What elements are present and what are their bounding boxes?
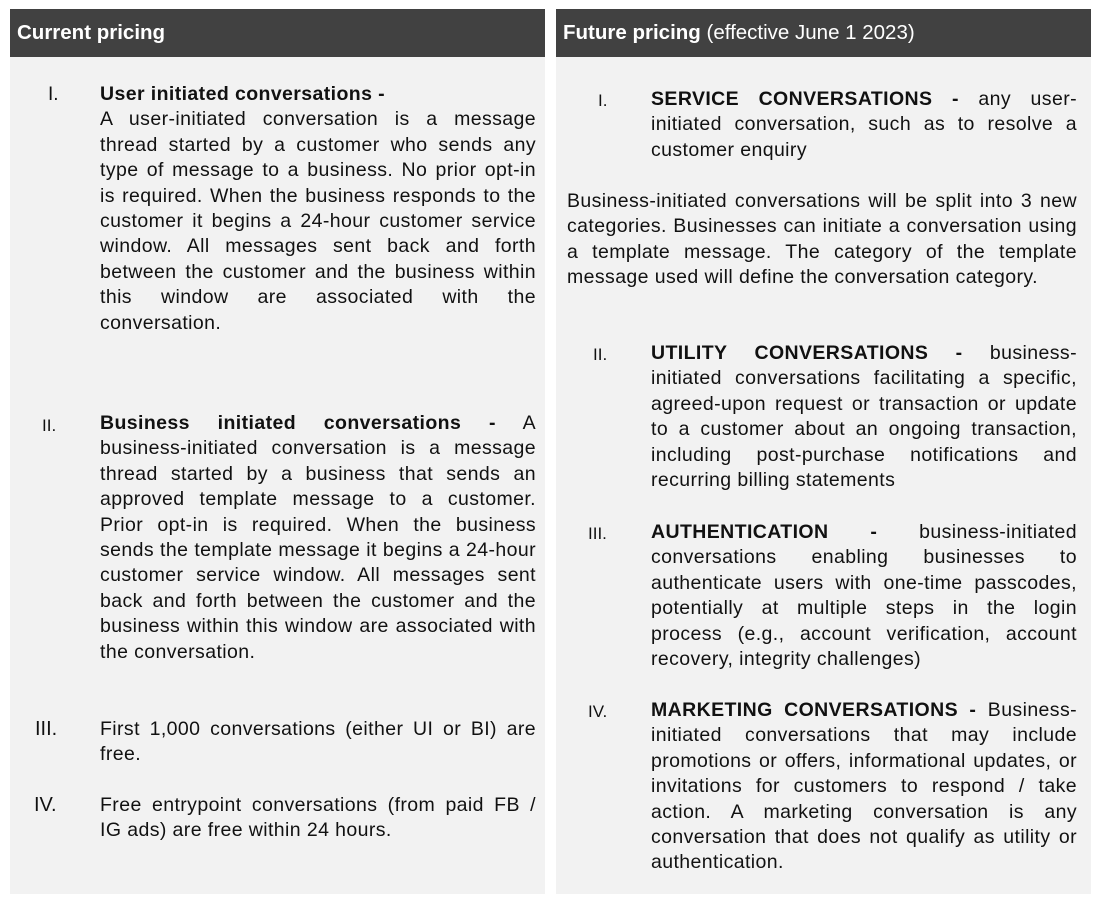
current-pricing-panel: [10, 9, 545, 894]
item-text: business-initiated conversations facilitating a specific, agreed-upon request or transaction or update to a customer about an ongoing transaction, including post-purchase notifications and recurring billing statements: [651, 342, 1077, 492]
item-numeral: IV.: [34, 794, 57, 816]
item-text: A business-initiated conversation is a message thread started by a business that sends an approved template message to a customer. Prior opt-in is required. When the business sends the template message it begins a 24-hour customer service window. All messages sent back and forth between the customer and the business within this window are associated with the conversation.: [100, 412, 536, 663]
item-numeral: III.: [588, 524, 607, 543]
item-text: A user-initiated conversation is a message thread started by a customer who sends any type of message to a business. No prior opt-in is required. When the business responds to the customer it begins a 24-hour customer service window. All messages sent back and forth between the customer and the business within this window are associated with the conversation.: [100, 108, 536, 334]
item-label: Business initiated conversations -: [100, 412, 496, 434]
item-text: business-initiated conversations enabling businesses to authenticate users with one-time passcodes, potentially at multiple steps in the login process (e.g., account verification, account recovery, integrity challenges): [651, 521, 1077, 671]
item-text: Free entrypoint conversations (from paid FB / IG ads) are free within 24 hours.: [100, 794, 536, 842]
item-numeral: IV.: [588, 702, 608, 721]
item-label: MARKETING CONVERSATIONS -: [651, 699, 977, 721]
future-pricing-title: Future pricing: [563, 21, 701, 44]
future-pricing-header: [556, 9, 1091, 57]
item-numeral: I.: [48, 84, 59, 105]
item-label: User initiated conversations -: [100, 83, 386, 105]
item-numeral: II.: [593, 345, 608, 364]
future-pricing-panel: [556, 9, 1091, 894]
item-label: SERVICE CONVERSATIONS -: [651, 88, 959, 110]
future-pricing-effective-date: (effective June 1 2023): [706, 21, 915, 44]
item-numeral: I.: [598, 91, 608, 110]
item-numeral: II.: [42, 416, 57, 435]
item-numeral: III.: [35, 718, 58, 740]
item-text: any user-initiated conversation, such as to resolve a customer enquiry: [651, 88, 1077, 161]
future-intro-paragraph: Business-initiated conversations will be split into 3 new categories. Businesses can initiate a conversation using a template message. The category of the template message used will define the conversation category.: [567, 190, 1077, 289]
current-pricing-title: Current pricing: [17, 21, 166, 44]
item-label: AUTHENTICATION -: [651, 521, 878, 543]
item-text: First 1,000 conversations (either UI or BI) are free.: [100, 718, 536, 766]
current-pricing-header: [10, 9, 545, 57]
item-text: Business-initiated conversations that may include promotions or offers, informational updates, or invitations for customers to respond / take action. A marketing conversation is any conversation that does not qualify as utility or authentication.: [651, 699, 1077, 874]
item-label: UTILITY CONVERSATIONS -: [651, 342, 963, 364]
